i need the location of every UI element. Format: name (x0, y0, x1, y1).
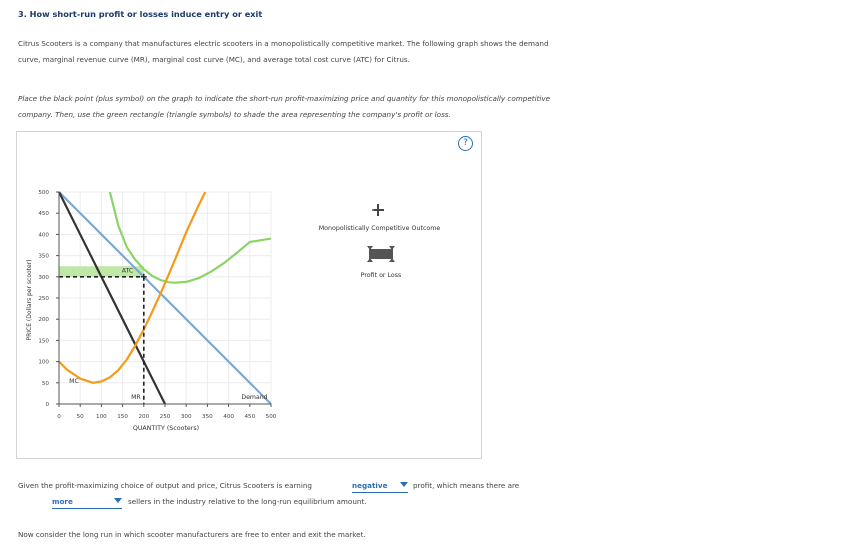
profit-type-dropdown[interactable] (352, 478, 408, 493)
question-line-1b (413, 478, 519, 494)
y-tick-label: 500 (38, 190, 49, 196)
y-tick-label: 100 (38, 359, 49, 366)
graph-panel (16, 131, 482, 459)
x-tick-label: 0 (57, 414, 61, 420)
x-tick-label: 400 (223, 414, 234, 420)
x-axis-label: QUANTITY (Scooters) (132, 425, 200, 432)
y-tick-label: 450 (38, 211, 49, 218)
profit-legend-label: Profit or Loss (360, 272, 402, 279)
intro-line-1: Citrus Scooters is a company that manufactures electric scooters in a monopolistically competitive market. The following graph shows the demand (18, 39, 549, 48)
x-tick-label: 250 (159, 414, 171, 420)
x-tick-label: 150 (117, 414, 128, 420)
y-tick-label: 250 (38, 296, 49, 302)
dropdown-arrow-icon (114, 498, 122, 503)
profit-rectangle-tool[interactable] (365, 244, 397, 264)
dropdown-arrow-icon (400, 482, 408, 487)
instructions-line-2: company. Then, use the green rectangle (triangle symbols) to shade the area representing the company's profit or loss. (18, 110, 451, 119)
curve-label-demand: Demand (241, 393, 268, 401)
black-point-tool[interactable] (371, 202, 385, 216)
x-tick-label: 100 (96, 414, 107, 420)
rectangle-triangles-icon (365, 244, 397, 264)
plus-icon (371, 203, 385, 217)
question-part-1: Given the profit-maximizing choice of output and price, Citrus Scooters is earning (18, 481, 312, 490)
y-tick-label: 50 (41, 380, 49, 387)
instructions-line-1: Place the black point (plus symbol) on the graph to indicate the short-run profit-maximizing price and quantity for this monopolistically competitive (18, 94, 551, 103)
y-tick-label: 350 (38, 253, 49, 260)
graph-chart[interactable] (17, 132, 481, 458)
question-part-3: sellers in the industry relative to the long-run equilibrium amount. (128, 497, 367, 506)
x-tick-label: 450 (244, 414, 256, 420)
question-icon: ? (463, 138, 468, 148)
x-tick-label: 350 (202, 414, 213, 420)
y-tick-label: 300 (38, 274, 49, 281)
curve-label-mr: MR (131, 393, 141, 401)
y-tick-label: 150 (38, 338, 49, 345)
x-tick-label: 50 (76, 414, 84, 420)
intro-line-2: curve, marginal revenue curve (MR), marginal cost curve (MC), and average total cost curve (ATC) for Citrus. (18, 55, 410, 64)
sellers-dropdown[interactable] (52, 494, 122, 509)
curve-mc (59, 192, 205, 383)
curve-label-mc: MC (69, 377, 79, 385)
profit-type-value: negative (352, 481, 388, 490)
x-tick-label: 300 (180, 414, 192, 420)
question-line-2 (128, 494, 367, 510)
outcome-legend-label: Monopolistically Competitive Outcome (318, 225, 441, 232)
y-tick-label: 200 (38, 317, 49, 324)
longrun-text: Now consider the long run in which scooter manufacturers are free to enter and exit the market. (18, 530, 366, 539)
y-tick-label: 0 (45, 402, 49, 408)
question-part-2: profit, which means there are (413, 481, 520, 490)
question-line-1 (18, 478, 312, 494)
curve-label-atc: ATC (121, 267, 134, 275)
sellers-value: more (52, 497, 73, 506)
y-axis-label: PRICE (Dollars per scooter) (26, 259, 33, 341)
x-tick-label: 500 (265, 414, 277, 420)
question-title: 3. How short-run profit or losses induce entry or exit (18, 9, 263, 19)
y-tick-label: 400 (38, 232, 49, 239)
x-tick-label: 200 (138, 414, 150, 420)
